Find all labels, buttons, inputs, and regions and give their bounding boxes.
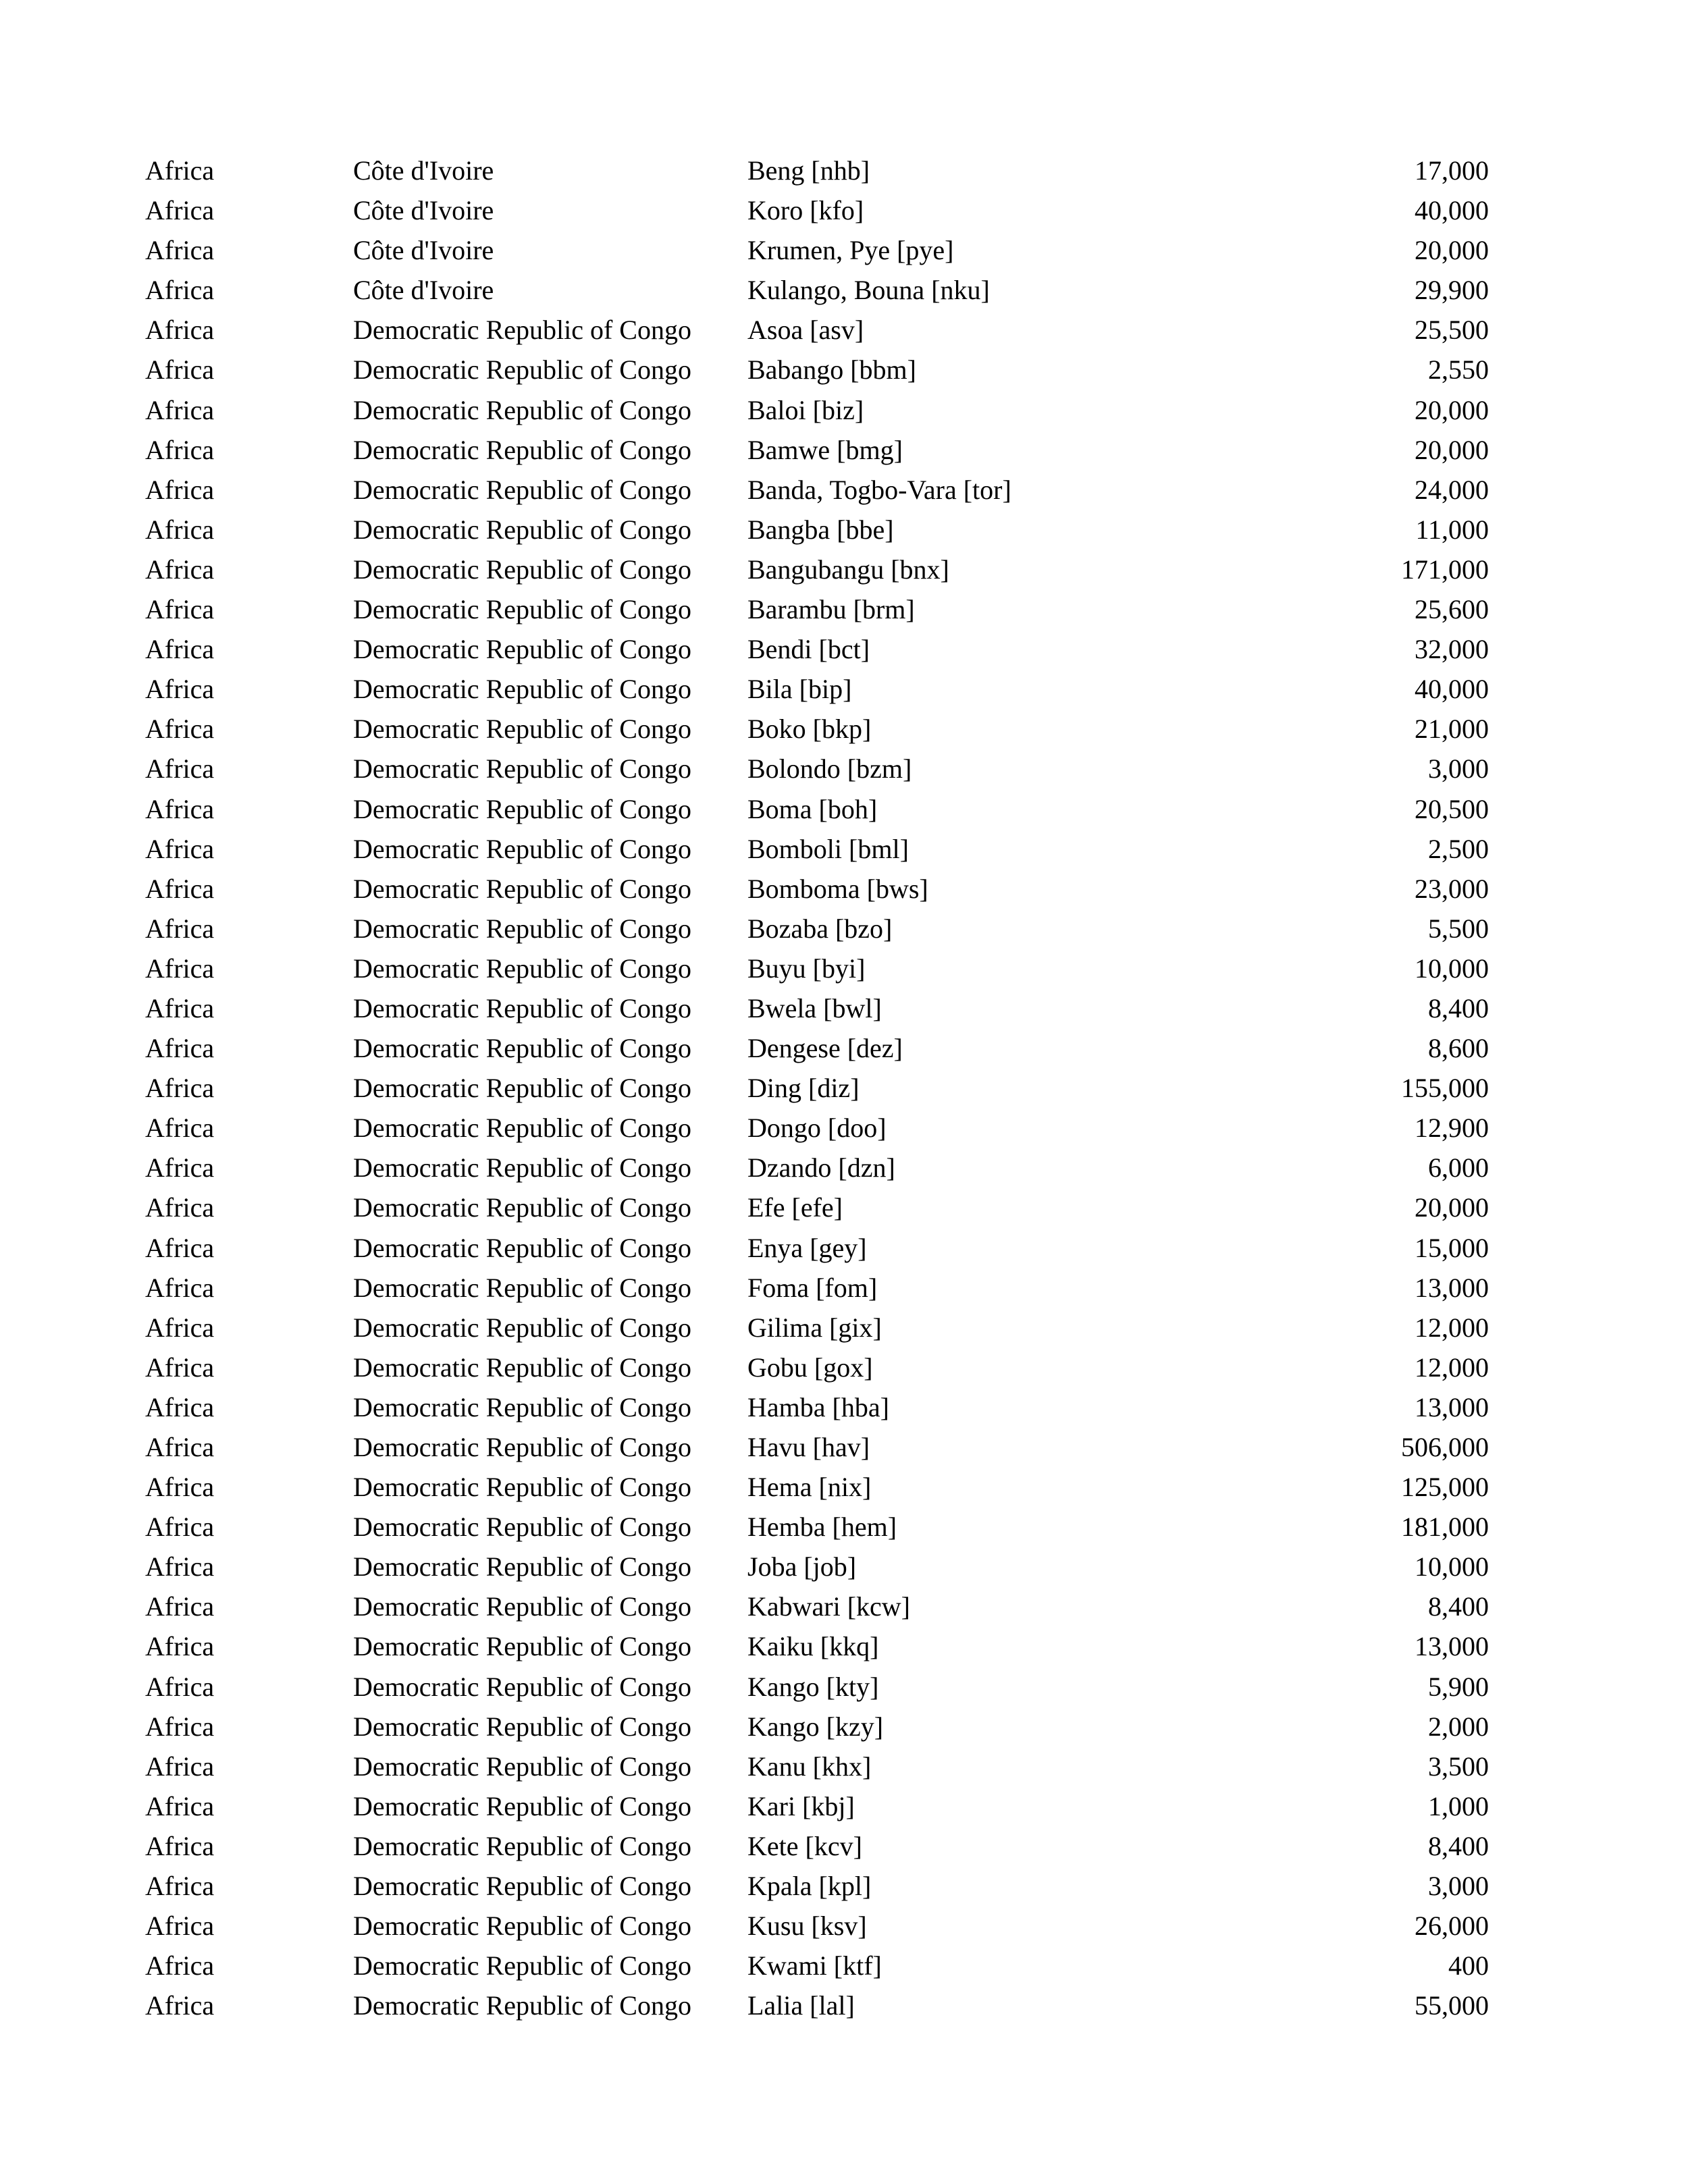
region-cell: Africa [145, 594, 215, 625]
region-cell: Africa [145, 913, 215, 944]
table-row [0, 1906, 1688, 1946]
table-row [0, 749, 1688, 789]
population-cell: 8,400 [1428, 1830, 1489, 1861]
country-cell: Democratic Republic of Congo [353, 514, 691, 545]
country-cell: Democratic Republic of Congo [353, 714, 691, 745]
country-cell: Democratic Republic of Congo [353, 1432, 691, 1462]
country-cell: Democratic Republic of Congo [353, 1551, 691, 1582]
population-cell: 171,000 [1401, 554, 1489, 585]
table-row [0, 1068, 1688, 1108]
language-cell: Enya [gey] [747, 1232, 867, 1263]
table-row [0, 909, 1688, 949]
country-cell: Democratic Republic of Congo [353, 1232, 691, 1263]
language-cell: Bomboma [bws] [747, 873, 928, 904]
language-cell: Dzando [dzn] [747, 1152, 895, 1183]
region-cell: Africa [145, 1950, 215, 1981]
population-cell: 10,000 [1415, 953, 1489, 984]
population-cell: 25,500 [1415, 315, 1489, 346]
language-cell: Havu [hav] [747, 1432, 870, 1462]
country-cell: Democratic Republic of Congo [353, 1631, 691, 1662]
country-cell: Democratic Republic of Congo [353, 394, 691, 425]
language-cell: Kusu [ksv] [747, 1911, 867, 1942]
country-cell: Democratic Republic of Congo [353, 1790, 691, 1821]
language-cell: Beng [nhb] [747, 155, 870, 186]
table-row [0, 789, 1688, 829]
table-row [0, 510, 1688, 550]
language-cell: Kanu [khx] [747, 1751, 872, 1782]
table-row [0, 430, 1688, 470]
country-cell: Democratic Republic of Congo [353, 1312, 691, 1343]
region-cell: Africa [145, 354, 215, 385]
table-row [0, 270, 1688, 310]
region-cell: Africa [145, 753, 215, 784]
language-cell: Kango [kzy] [747, 1711, 884, 1742]
population-cell: 8,600 [1428, 1033, 1489, 1064]
table-row [0, 1786, 1688, 1826]
country-cell: Democratic Republic of Congo [353, 674, 691, 705]
table-row [0, 1866, 1688, 1906]
language-cell: Kete [kcv] [747, 1830, 862, 1861]
country-cell: Democratic Republic of Congo [353, 1352, 691, 1383]
region-cell: Africa [145, 1152, 215, 1183]
population-cell: 17,000 [1415, 155, 1489, 186]
table-row [0, 1826, 1688, 1866]
region-cell: Africa [145, 1671, 215, 1702]
population-cell: 400 [1448, 1950, 1489, 1981]
language-cell: Dongo [doo] [747, 1113, 887, 1144]
table-row [0, 310, 1688, 350]
country-cell: Democratic Republic of Congo [353, 1192, 691, 1223]
region-cell: Africa [145, 474, 215, 505]
language-cell: Bangubangu [bnx] [747, 554, 949, 585]
table-row [0, 1946, 1688, 1986]
table-row [0, 350, 1688, 390]
region-cell: Africa [145, 1512, 215, 1543]
population-cell: 2,550 [1428, 354, 1489, 385]
country-cell: Democratic Republic of Congo [353, 1871, 691, 1902]
table-row [0, 869, 1688, 909]
table-row [0, 1747, 1688, 1786]
language-cell: Asoa [asv] [747, 315, 864, 346]
language-cell: Buyu [byi] [747, 953, 866, 984]
country-cell: Democratic Republic of Congo [353, 953, 691, 984]
country-cell: Democratic Republic of Congo [353, 992, 691, 1023]
population-cell: 3,000 [1428, 753, 1489, 784]
population-cell: 181,000 [1401, 1512, 1489, 1543]
country-cell: Democratic Republic of Congo [353, 434, 691, 465]
language-cell: Joba [job] [747, 1551, 857, 1582]
table-row [0, 1348, 1688, 1387]
country-cell: Democratic Republic of Congo [353, 1950, 691, 1981]
language-cell: Kpala [kpl] [747, 1871, 872, 1902]
region-cell: Africa [145, 1073, 215, 1104]
language-cell: Bila [bip] [747, 674, 852, 705]
population-cell: 40,000 [1415, 195, 1489, 226]
language-cell: Bolondo [bzm] [747, 753, 912, 784]
region-cell: Africa [145, 1790, 215, 1821]
table-row [0, 470, 1688, 510]
country-cell: Democratic Republic of Congo [353, 354, 691, 385]
region-cell: Africa [145, 1990, 215, 2021]
region-cell: Africa [145, 1551, 215, 1582]
country-cell: Democratic Republic of Congo [353, 793, 691, 824]
table-row [0, 190, 1688, 230]
language-table [0, 151, 1688, 2025]
country-cell: Democratic Republic of Congo [353, 1033, 691, 1064]
population-cell: 2,500 [1428, 833, 1489, 864]
population-cell: 23,000 [1415, 873, 1489, 904]
language-cell: Krumen, Pye [pye] [747, 235, 954, 266]
population-cell: 2,000 [1428, 1711, 1489, 1742]
country-cell: Democratic Republic of Congo [353, 1751, 691, 1782]
population-cell: 8,400 [1428, 1591, 1489, 1622]
region-cell: Africa [145, 275, 215, 306]
language-cell: Kari [kbj] [747, 1790, 855, 1821]
population-cell: 40,000 [1415, 674, 1489, 705]
region-cell: Africa [145, 394, 215, 425]
language-cell: Hamba [hba] [747, 1391, 889, 1422]
country-cell: Democratic Republic of Congo [353, 1272, 691, 1303]
table-row [0, 1547, 1688, 1587]
language-cell: Koro [kfo] [747, 195, 864, 226]
population-cell: 21,000 [1415, 714, 1489, 745]
region-cell: Africa [145, 155, 215, 186]
language-cell: Banda, Togbo-Vara [tor] [747, 474, 1011, 505]
population-cell: 3,000 [1428, 1871, 1489, 1902]
language-cell: Foma [fom] [747, 1272, 878, 1303]
region-cell: Africa [145, 1391, 215, 1422]
population-cell: 13,000 [1415, 1391, 1489, 1422]
language-cell: Gilima [gix] [747, 1312, 882, 1343]
table-row [0, 1667, 1688, 1707]
population-cell: 20,000 [1415, 1192, 1489, 1223]
country-cell: Democratic Republic of Congo [353, 913, 691, 944]
language-cell: Dengese [dez] [747, 1033, 903, 1064]
table-row [0, 1308, 1688, 1348]
table-row [0, 1507, 1688, 1547]
table-row [0, 1228, 1688, 1268]
population-cell: 20,500 [1415, 793, 1489, 824]
country-cell: Democratic Republic of Congo [353, 873, 691, 904]
region-cell: Africa [145, 873, 215, 904]
region-cell: Africa [145, 554, 215, 585]
region-cell: Africa [145, 1192, 215, 1223]
population-cell: 5,900 [1428, 1671, 1489, 1702]
language-cell: Kulango, Bouna [nku] [747, 275, 990, 306]
population-cell: 26,000 [1415, 1911, 1489, 1942]
region-cell: Africa [145, 793, 215, 824]
language-cell: Kwami [ktf] [747, 1950, 882, 1981]
country-cell: Democratic Republic of Congo [353, 1711, 691, 1742]
population-cell: 12,000 [1415, 1352, 1489, 1383]
population-cell: 13,000 [1415, 1272, 1489, 1303]
language-cell: Bomboli [bml] [747, 833, 909, 864]
country-cell: Côte d'Ivoire [353, 275, 494, 306]
region-cell: Africa [145, 1232, 215, 1263]
table-row [0, 629, 1688, 669]
region-cell: Africa [145, 1830, 215, 1861]
region-cell: Africa [145, 1871, 215, 1902]
country-cell: Democratic Republic of Congo [353, 634, 691, 665]
region-cell: Africa [145, 1272, 215, 1303]
language-cell: Bendi [bct] [747, 634, 870, 665]
language-cell: Babango [bbm] [747, 354, 916, 385]
table-row [0, 1986, 1688, 2025]
table-row [0, 1626, 1688, 1666]
table-row [0, 1587, 1688, 1626]
region-cell: Africa [145, 514, 215, 545]
region-cell: Africa [145, 992, 215, 1023]
country-cell: Democratic Republic of Congo [353, 1073, 691, 1104]
language-cell: Boko [bkp] [747, 714, 872, 745]
language-cell: Bamwe [bmg] [747, 434, 903, 465]
table-row [0, 1707, 1688, 1747]
table-row [0, 550, 1688, 589]
country-cell: Côte d'Ivoire [353, 195, 494, 226]
region-cell: Africa [145, 1711, 215, 1742]
language-cell: Hemba [hem] [747, 1512, 897, 1543]
region-cell: Africa [145, 195, 215, 226]
country-cell: Côte d'Ivoire [353, 155, 494, 186]
table-row [0, 1268, 1688, 1308]
population-cell: 25,600 [1415, 594, 1489, 625]
table-row [0, 151, 1688, 190]
table-row [0, 1387, 1688, 1427]
region-cell: Africa [145, 714, 215, 745]
country-cell: Democratic Republic of Congo [353, 1830, 691, 1861]
country-cell: Democratic Republic of Congo [353, 474, 691, 505]
language-cell: Ding [diz] [747, 1073, 860, 1104]
table-row [0, 1028, 1688, 1068]
country-cell: Democratic Republic of Congo [353, 1512, 691, 1543]
language-cell: Kabwari [kcw] [747, 1591, 910, 1622]
country-cell: Democratic Republic of Congo [353, 1113, 691, 1144]
language-cell: Kaiku [kkq] [747, 1631, 879, 1662]
country-cell: Democratic Republic of Congo [353, 1472, 691, 1503]
table-row [0, 1427, 1688, 1467]
region-cell: Africa [145, 833, 215, 864]
language-cell: Kango [kty] [747, 1671, 879, 1702]
population-cell: 12,000 [1415, 1312, 1489, 1343]
region-cell: Africa [145, 434, 215, 465]
region-cell: Africa [145, 1312, 215, 1343]
region-cell: Africa [145, 1631, 215, 1662]
country-cell: Democratic Republic of Congo [353, 1152, 691, 1183]
table-row [0, 669, 1688, 709]
table-row [0, 1467, 1688, 1507]
table-row [0, 949, 1688, 988]
country-cell: Democratic Republic of Congo [353, 315, 691, 346]
population-cell: 10,000 [1415, 1551, 1489, 1582]
table-row [0, 1108, 1688, 1148]
region-cell: Africa [145, 1751, 215, 1782]
country-cell: Democratic Republic of Congo [353, 1591, 691, 1622]
table-row [0, 589, 1688, 629]
population-cell: 13,000 [1415, 1631, 1489, 1662]
region-cell: Africa [145, 1432, 215, 1462]
region-cell: Africa [145, 315, 215, 346]
table-row [0, 390, 1688, 430]
population-cell: 506,000 [1401, 1432, 1489, 1462]
population-cell: 12,900 [1415, 1113, 1489, 1144]
region-cell: Africa [145, 953, 215, 984]
country-cell: Democratic Republic of Congo [353, 753, 691, 784]
language-cell: Boma [boh] [747, 793, 878, 824]
country-cell: Democratic Republic of Congo [353, 1671, 691, 1702]
language-cell: Hema [nix] [747, 1472, 872, 1503]
population-cell: 3,500 [1428, 1751, 1489, 1782]
population-cell: 5,500 [1428, 913, 1489, 944]
population-cell: 55,000 [1415, 1990, 1489, 2021]
language-cell: Baloi [biz] [747, 394, 864, 425]
region-cell: Africa [145, 634, 215, 665]
language-cell: Lalia [lal] [747, 1990, 855, 2021]
population-cell: 29,900 [1415, 275, 1489, 306]
country-cell: Democratic Republic of Congo [353, 1990, 691, 2021]
population-cell: 125,000 [1401, 1472, 1489, 1503]
table-row [0, 988, 1688, 1028]
table-row [0, 709, 1688, 749]
country-cell: Democratic Republic of Congo [353, 554, 691, 585]
table-row [0, 230, 1688, 270]
language-cell: Bangba [bbe] [747, 514, 894, 545]
region-cell: Africa [145, 235, 215, 266]
population-cell: 1,000 [1428, 1790, 1489, 1821]
language-cell: Bwela [bwl] [747, 992, 882, 1023]
language-cell: Barambu [brm] [747, 594, 915, 625]
country-cell: Democratic Republic of Congo [353, 1911, 691, 1942]
population-cell: 15,000 [1415, 1232, 1489, 1263]
country-cell: Democratic Republic of Congo [353, 594, 691, 625]
population-cell: 20,000 [1415, 434, 1489, 465]
population-cell: 11,000 [1415, 514, 1489, 545]
population-cell: 6,000 [1428, 1152, 1489, 1183]
region-cell: Africa [145, 1911, 215, 1942]
language-cell: Bozaba [bzo] [747, 913, 893, 944]
country-cell: Democratic Republic of Congo [353, 1391, 691, 1422]
language-cell: Gobu [gox] [747, 1352, 873, 1383]
region-cell: Africa [145, 1113, 215, 1144]
table-row [0, 1188, 1688, 1227]
population-cell: 20,000 [1415, 235, 1489, 266]
population-cell: 8,400 [1428, 992, 1489, 1023]
population-cell: 155,000 [1401, 1073, 1489, 1104]
region-cell: Africa [145, 1352, 215, 1383]
country-cell: Côte d'Ivoire [353, 235, 494, 266]
region-cell: Africa [145, 674, 215, 705]
language-cell: Efe [efe] [747, 1192, 843, 1223]
table-row [0, 829, 1688, 869]
region-cell: Africa [145, 1472, 215, 1503]
table-row [0, 1148, 1688, 1188]
population-cell: 20,000 [1415, 394, 1489, 425]
region-cell: Africa [145, 1033, 215, 1064]
population-cell: 32,000 [1415, 634, 1489, 665]
country-cell: Democratic Republic of Congo [353, 833, 691, 864]
population-cell: 24,000 [1415, 474, 1489, 505]
region-cell: Africa [145, 1591, 215, 1622]
